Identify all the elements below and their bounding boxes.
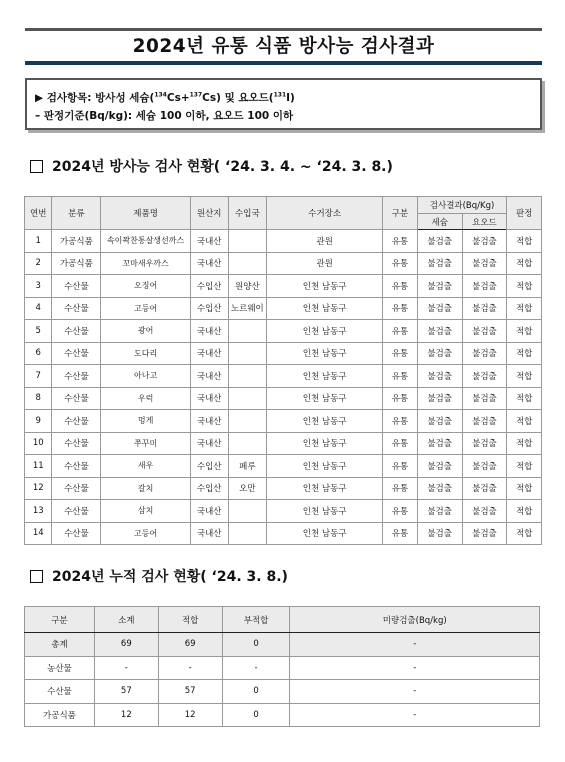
cell-origin: 국내산 [190, 387, 228, 410]
cell-category: 수산물 [52, 387, 101, 410]
header-location: 수거장소 [267, 197, 383, 230]
cell-judgment: 적합 [507, 455, 542, 478]
criteria-box [25, 78, 542, 130]
i131-isotope: 131 [273, 91, 287, 99]
cell-location: 인천 남동구 [267, 410, 383, 433]
cell-location: 인천 남동구 [267, 387, 383, 410]
cell-no: 3 [25, 275, 52, 298]
table-row [25, 365, 542, 388]
table-header-row [25, 197, 542, 214]
cell-judgment: 적합 [507, 320, 542, 343]
cell-import-country [228, 342, 267, 365]
cell-trace: - [290, 656, 540, 680]
section-weekly-label: 2024년 방사능 검사 현황( ‘24. 3. 4. ~ ‘24. 3. 8.) [52, 159, 393, 175]
table-row [25, 500, 542, 523]
cell-category: 수산물 [52, 297, 101, 320]
cell-fail: - [222, 656, 290, 680]
header-category: 분류 [52, 197, 101, 230]
cell-cesium: 불검출 [417, 432, 462, 455]
cell-no: 7 [25, 365, 52, 388]
cell-type: 유통 [383, 410, 418, 433]
table-row [25, 432, 542, 455]
cell-location: 인천 남동구 [267, 432, 383, 455]
cell-origin: 국내산 [190, 365, 228, 388]
cell-division: 수산물 [25, 680, 95, 704]
cell-import-country [228, 387, 267, 410]
cell-judgment: 적합 [507, 410, 542, 433]
cell-cesium: 불검출 [417, 342, 462, 365]
cell-judgment: 적합 [507, 230, 542, 253]
section-cumulative-heading [30, 566, 288, 586]
cell-no: 9 [25, 410, 52, 433]
cell-no: 4 [25, 297, 52, 320]
cell-cesium: 불검출 [417, 275, 462, 298]
cell-iodine: 불검출 [462, 500, 507, 523]
cell-location: 관원 [267, 252, 383, 275]
cell-cesium: 불검출 [417, 230, 462, 253]
table-row [25, 703, 540, 727]
criteria-standard: – 판정기준(Bq/kg): 세슘 100 이하, 요오드 100 이하 [35, 110, 294, 122]
header-no: 연번 [25, 197, 52, 230]
cell-iodine: 불검출 [462, 432, 507, 455]
cell-no: 12 [25, 477, 52, 500]
table-row [25, 455, 542, 478]
cell-iodine: 불검출 [462, 477, 507, 500]
cell-category: 수산물 [52, 320, 101, 343]
cell-type: 유통 [383, 500, 418, 523]
table-row [25, 656, 540, 680]
cell-division: 가공식품 [25, 703, 95, 727]
cell-product: 도다리 [101, 342, 191, 365]
cell-import-country [228, 320, 267, 343]
cell-product: 멍게 [101, 410, 191, 433]
cell-category: 수산물 [52, 365, 101, 388]
header-iodine: 요오드 [462, 214, 507, 230]
cell-origin: 수입산 [190, 297, 228, 320]
header-pass: 적합 [158, 607, 222, 633]
cell-no: 10 [25, 432, 52, 455]
cell-trace: - [290, 703, 540, 727]
cell-judgment: 적합 [507, 275, 542, 298]
cs137-isotope: 137 [189, 91, 203, 99]
cell-category: 수산물 [52, 410, 101, 433]
cell-type: 유통 [383, 252, 418, 275]
cell-product: 삼치 [101, 500, 191, 523]
cell-cesium: 불검출 [417, 500, 462, 523]
cell-no: 8 [25, 387, 52, 410]
header-import-country: 수입국 [228, 197, 267, 230]
cell-no: 13 [25, 500, 52, 523]
cell-iodine: 불검출 [462, 230, 507, 253]
cell-no: 5 [25, 320, 52, 343]
cell-cesium: 불검출 [417, 410, 462, 433]
cell-origin: 국내산 [190, 230, 228, 253]
cell-no: 1 [25, 230, 52, 253]
cell-location: 인천 남동구 [267, 477, 383, 500]
cell-import-country [228, 230, 267, 253]
cell-location: 인천 남동구 [267, 500, 383, 523]
cell-iodine: 불검출 [462, 275, 507, 298]
cell-judgment: 적합 [507, 365, 542, 388]
header-subtotal: 소계 [94, 607, 158, 633]
cell-category: 가공식품 [52, 252, 101, 275]
cell-origin: 국내산 [190, 252, 228, 275]
cell-product: 고등어 [101, 522, 191, 545]
cell-cesium: 불검출 [417, 455, 462, 478]
cell-cesium: 불검출 [417, 252, 462, 275]
header-origin: 원산지 [190, 197, 228, 230]
cell-location: 인천 남동구 [267, 320, 383, 343]
cell-product: 아나고 [101, 365, 191, 388]
cell-cesium: 불검출 [417, 365, 462, 388]
cs-mid: Cs+ [166, 92, 190, 104]
cell-category: 수산물 [52, 500, 101, 523]
section-cumulative-label: 2024년 누적 검사 현황( ‘24. 3. 8.) [52, 569, 288, 585]
cell-product: 쭈꾸미 [101, 432, 191, 455]
i-suffix: I) [286, 92, 295, 104]
cell-product: 오징어 [101, 275, 191, 298]
cell-subtotal: - [94, 656, 158, 680]
cell-import-country: 노르웨이 [228, 297, 267, 320]
title-bottom-rule [25, 61, 542, 65]
cell-judgment: 적합 [507, 387, 542, 410]
cell-trace: - [290, 680, 540, 704]
cell-cesium: 불검출 [417, 522, 462, 545]
cell-import-country [228, 410, 267, 433]
cell-judgment: 적합 [507, 477, 542, 500]
cell-product: 꼬마새우까스 [101, 252, 191, 275]
cell-import-country: 페루 [228, 455, 267, 478]
cell-origin: 국내산 [190, 342, 228, 365]
cell-location: 인천 남동구 [267, 342, 383, 365]
cell-judgment: 적합 [507, 297, 542, 320]
cell-fail: 0 [222, 703, 290, 727]
cell-product: 갈치 [101, 477, 191, 500]
cell-type: 유통 [383, 455, 418, 478]
cell-pass: 69 [158, 633, 222, 657]
cell-origin: 국내산 [190, 522, 228, 545]
cell-subtotal: 12 [94, 703, 158, 727]
cell-iodine: 불검출 [462, 342, 507, 365]
cell-judgment: 적합 [507, 500, 542, 523]
cell-type: 유통 [383, 320, 418, 343]
cell-trace: - [290, 633, 540, 657]
cell-category: 수산물 [52, 275, 101, 298]
header-judgment: 판정 [507, 197, 542, 230]
cell-iodine: 불검출 [462, 387, 507, 410]
header-trace: 미량검출(Bq/kg) [290, 607, 540, 633]
cell-type: 유통 [383, 477, 418, 500]
checkbox-icon [30, 570, 43, 583]
cell-origin: 수입산 [190, 455, 228, 478]
table-row [25, 410, 542, 433]
cell-cesium: 불검출 [417, 477, 462, 500]
table-row-total [25, 633, 540, 657]
cell-cesium: 불검출 [417, 297, 462, 320]
cell-origin: 국내산 [190, 500, 228, 523]
cell-import-country [228, 252, 267, 275]
cell-origin: 국내산 [190, 410, 228, 433]
cell-location: 인천 남동구 [267, 365, 383, 388]
header-fail: 부적합 [222, 607, 290, 633]
criteria-items [35, 90, 295, 105]
cell-iodine: 불검출 [462, 297, 507, 320]
cell-import-country [228, 432, 267, 455]
header-type: 구분 [383, 197, 418, 230]
cell-no: 14 [25, 522, 52, 545]
table-row [25, 522, 542, 545]
cell-import-country [228, 500, 267, 523]
cell-category: 수산물 [52, 477, 101, 500]
table-row [25, 275, 542, 298]
cell-location: 인천 남동구 [267, 455, 383, 478]
cell-product: 우럭 [101, 387, 191, 410]
table-row [25, 230, 542, 253]
result-table [24, 196, 542, 545]
cell-category: 수산물 [52, 342, 101, 365]
cell-import-country [228, 522, 267, 545]
header-division: 구분 [25, 607, 95, 633]
cell-category: 수산물 [52, 522, 101, 545]
cs-suffix: Cs) 및 요오드( [202, 92, 274, 104]
cell-origin: 국내산 [190, 432, 228, 455]
table-row [25, 342, 542, 365]
cell-category: 가공식품 [52, 230, 101, 253]
cell-product: 고등어 [101, 297, 191, 320]
cell-iodine: 불검출 [462, 320, 507, 343]
cell-type: 유통 [383, 522, 418, 545]
cell-fail: 0 [222, 680, 290, 704]
cell-import-country [228, 365, 267, 388]
cell-cesium: 불검출 [417, 320, 462, 343]
cell-type: 유통 [383, 297, 418, 320]
cs134-isotope: 134 [154, 91, 167, 99]
page-title: 2024년 유통 식품 방사능 검사결과 [132, 36, 435, 57]
table-row [25, 477, 542, 500]
cell-iodine: 불검출 [462, 365, 507, 388]
cell-pass: 12 [158, 703, 222, 727]
table-row [25, 297, 542, 320]
cell-import-country: 원양산 [228, 275, 267, 298]
cell-category: 수산물 [52, 455, 101, 478]
cell-iodine: 불검출 [462, 522, 507, 545]
cell-no: 11 [25, 455, 52, 478]
cell-origin: 수입산 [190, 477, 228, 500]
header-result: 검사결과(Bq/Kg) [417, 197, 507, 214]
cell-type: 유통 [383, 230, 418, 253]
cell-origin: 국내산 [190, 320, 228, 343]
cell-product: 광어 [101, 320, 191, 343]
cell-no: 6 [25, 342, 52, 365]
cell-import-country: 오만 [228, 477, 267, 500]
cell-subtotal: 69 [94, 633, 158, 657]
cell-iodine: 불검출 [462, 410, 507, 433]
cell-location: 인천 남동구 [267, 297, 383, 320]
criteria-items-prefix: ▶ 검사항목: 방사성 세슘( [35, 92, 155, 104]
cell-cesium: 불검출 [417, 387, 462, 410]
cell-type: 유통 [383, 275, 418, 298]
section-weekly-heading [30, 156, 393, 176]
cell-division: 농산물 [25, 656, 95, 680]
table-row [25, 387, 542, 410]
cell-judgment: 적합 [507, 252, 542, 275]
cell-iodine: 불검출 [462, 252, 507, 275]
cell-origin: 수입산 [190, 275, 228, 298]
cell-category: 수산물 [52, 432, 101, 455]
cell-location: 인천 남동구 [267, 275, 383, 298]
cell-iodine: 불검출 [462, 455, 507, 478]
header-cesium: 세슘 [417, 214, 462, 230]
table-header-row [25, 607, 540, 633]
cell-division: 총계 [25, 633, 95, 657]
table-row [25, 320, 542, 343]
cell-type: 유통 [383, 432, 418, 455]
cell-type: 유통 [383, 387, 418, 410]
cell-judgment: 적합 [507, 432, 542, 455]
cell-location: 인천 남동구 [267, 522, 383, 545]
checkbox-icon [30, 160, 43, 173]
cell-type: 유통 [383, 342, 418, 365]
cell-product: 새우 [101, 455, 191, 478]
cumulative-table [24, 606, 540, 727]
cell-pass: - [158, 656, 222, 680]
cell-pass: 57 [158, 680, 222, 704]
header-product: 제품명 [101, 197, 191, 230]
title-block [25, 28, 542, 65]
table-row [25, 680, 540, 704]
cell-type: 유통 [383, 365, 418, 388]
cell-judgment: 적합 [507, 522, 542, 545]
cell-judgment: 적합 [507, 342, 542, 365]
cell-product: 속이꽉찬통살생선까스 [101, 230, 191, 253]
cell-location: 관원 [267, 230, 383, 253]
table-row [25, 252, 542, 275]
cell-subtotal: 57 [94, 680, 158, 704]
cell-no: 2 [25, 252, 52, 275]
cell-fail: 0 [222, 633, 290, 657]
